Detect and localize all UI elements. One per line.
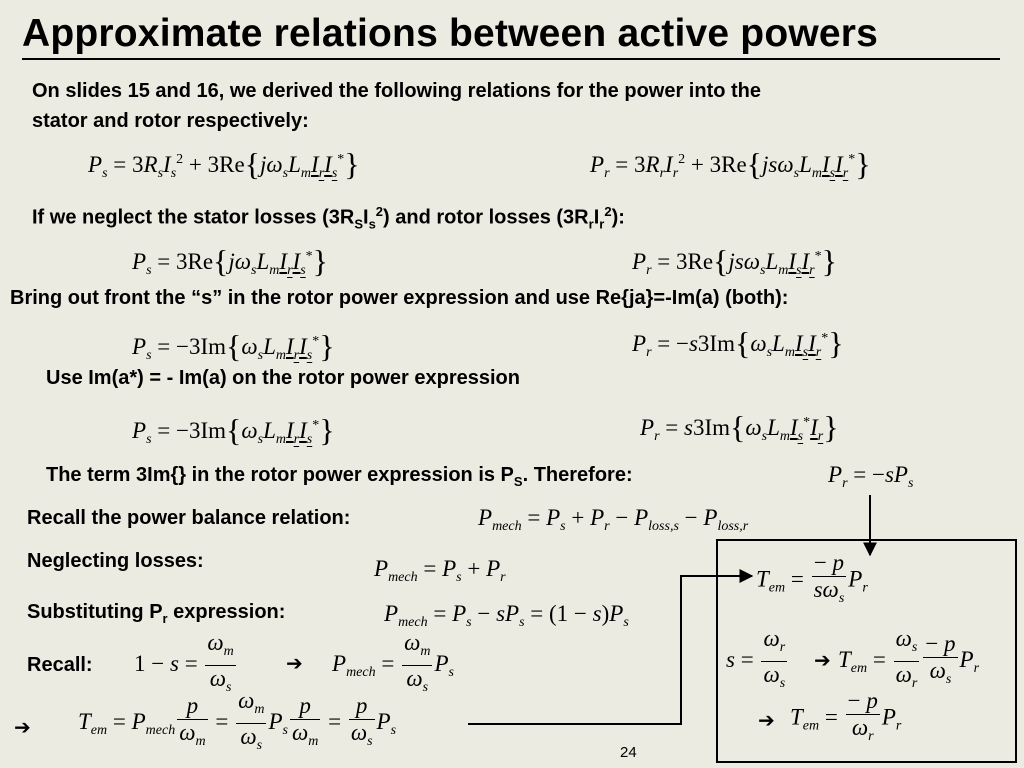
rotor-power-lossless: $P_r = 3Re\{js\omega_sL_mI_sI_r^*\}$ <box>632 243 837 279</box>
torque-rotor-power-equation: $T_{em}$ = $\frac{- p}{s\omega_s}$ $P_r$ <box>756 550 868 606</box>
rotor-power-full-equation: $P_r = 3R_rI_r^2 + 3Re\{js\omega_sL_mI_sI_r^*\}$ <box>590 146 871 182</box>
rotor-power-im-2: $P_r = s3Im\{\omega_sL_mI_s^*I_r\}$ <box>640 409 839 445</box>
substituting-label: Substituting $P_r$ expression: <box>27 601 286 626</box>
use-im-label: Use Im(a*) = - Im(a) on the rotor power expression <box>46 367 520 389</box>
neglecting-losses-label: Neglecting losses: <box>27 550 204 572</box>
slide-title: Approximate relations between active powers <box>22 12 879 55</box>
implies-arrow-icon: ➔ <box>286 651 303 675</box>
pmech-omega-equation: $P_{mech}$ = $\frac{\omega_m}{\omega_s}$ $P_s$ <box>332 630 454 695</box>
term-label: The term 3Im{} in the rotor power expression is $P_S$. Therefore: <box>46 464 633 489</box>
rotor-power-im: $P_r = -s3Im\{\omega_sL_mI_sI_r^*\}$ <box>632 325 844 361</box>
torque-derivation-equation: $T_{em} = P_{mech}$ $\frac{p}{\omega_m}$ = $\frac{\omega_m}{\omega_s}$ $P_s$ $\frac{p}{\omega_m}$ = $\frac{p}{\omega_s}$ $P_s$ <box>78 688 397 753</box>
power-balance-equation: $P_{mech} = P_s + P_r - P_{loss,s} - P_{loss,r}$ <box>478 505 749 534</box>
slip-omega-equation: s = $\frac{\omega_r}{\omega_s}$ <box>726 626 786 691</box>
implies-arrow-icon: ➔ <box>758 708 775 732</box>
rotor-power-result: $P_r = -sP_s$ <box>828 462 914 491</box>
recall-label: Recall: <box>27 654 93 676</box>
neglect-losses-label: If we neglect the stator losses $(3R_SI_s^2)$ and rotor losses $(3R_rI_r^2)$: <box>32 204 625 232</box>
page-number: 24 <box>620 744 637 761</box>
stator-power-full-equation: $P_s = 3R_sI_s^2 + 3Re\{j\omega_sL_mI_rI_s^*\}$ <box>88 146 360 182</box>
torque-final-equation: $T_{em}$ = $\frac{- p}{\omega_r}$ $P_r$ <box>790 688 902 744</box>
slip-relation-equation: 1 − s = $\frac{\omega_m}{\omega_s}$ <box>134 630 234 695</box>
stator-power-lossless: $P_s = 3Re\{j\omega_sL_mI_rI_s^*\}$ <box>132 243 329 279</box>
pmech-substituted-equation: $P_{mech} = P_s - sP_s = (1 - s)P_s$ <box>384 601 629 630</box>
intro-line-2: stator and rotor respectively: <box>32 110 309 132</box>
torque-expanded-equation: $T_{em}$ = $\frac{\omega_s}{\omega_r}$ $\frac{- p}{\omega_s}$ $P_r$ <box>838 626 980 691</box>
arrow-right-connector <box>468 576 752 724</box>
intro-line-1: On slides 15 and 16, we derived the following relations for the power into the <box>32 80 762 102</box>
bring-out-label: Bring out front the “s” in the rotor power expression and use Re{ja}=-Im(a) (both): <box>10 287 789 309</box>
stator-power-im: $P_s = -3Im\{\omega_sL_mI_rI_s^*\}$ <box>132 328 335 364</box>
stator-power-im-2: $P_s = -3Im\{\omega_sL_mI_rI_s^*\}$ <box>132 412 335 448</box>
implies-arrow-icon: ➔ <box>814 648 831 672</box>
implies-arrow-icon: ➔ <box>14 715 31 739</box>
pmech-lossless-equation: $P_{mech} = P_s + P_r$ <box>374 556 506 585</box>
recall-balance-label: Recall the power balance relation: <box>27 507 351 529</box>
